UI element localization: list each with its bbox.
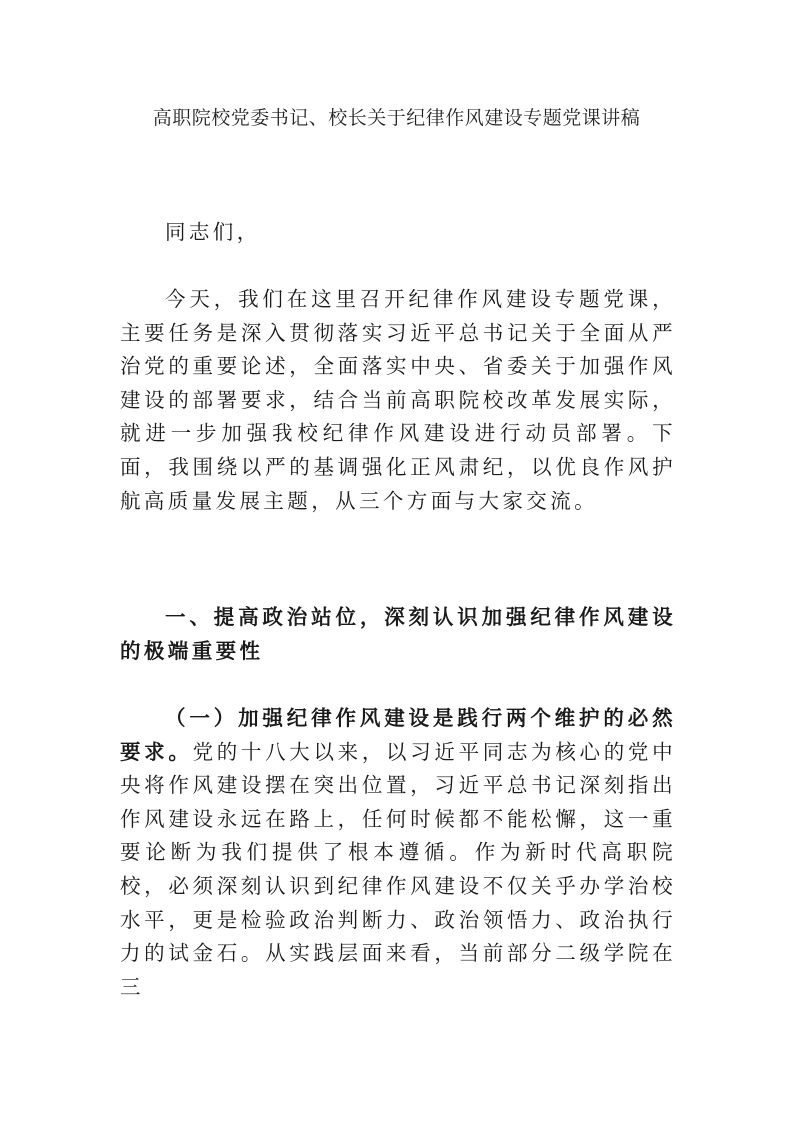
subsection-1-body: 党的十八大以来，以习近平同志为核心的党中央将作风建设摆在突出位置，习近平总书记深刻指出作风建设永远在路上，任何时候都不能松懈，这一重要论断为我们提供了根本遵循。作为新时代高职院校，必须深刻认识到纪律作风建设不仅关乎办学治校水平，更是检验政治判断力、政治领悟力、政治执行力的试金石。从实践层面来看，当前部分二级学院在三 — [120, 739, 676, 999]
salutation: 同志们， — [165, 220, 261, 244]
intro-paragraph: 今天，我们在这里召开纪律作风建设专题党课，主要任务是深入贯彻落实习近平总书记关于全面从严治党的重要论述，全面落实中央、省委关于加强作风建设的部署要求，结合当前高职院校改革发展实际，就进一步加强我校纪律作风建设进行动员部署。下面，我围绕以严的基调强化正风肃纪，以优良作风护航高质量发展主题，从三个方面与大家交流。 — [120, 287, 676, 513]
document-title: 高职院校党委书记、校长关于纪律作风建设专题党课讲稿 — [152, 107, 641, 129]
subsection-1-lead: （一）加强纪律作风建设是践行两个维护的必然要求。 — [120, 706, 676, 764]
section-heading-1: 一、提高政治站位，深刻认识加强纪律作风建设的极端重要性 — [120, 605, 676, 663]
subsection-1-paragraph — [120, 702, 676, 1004]
